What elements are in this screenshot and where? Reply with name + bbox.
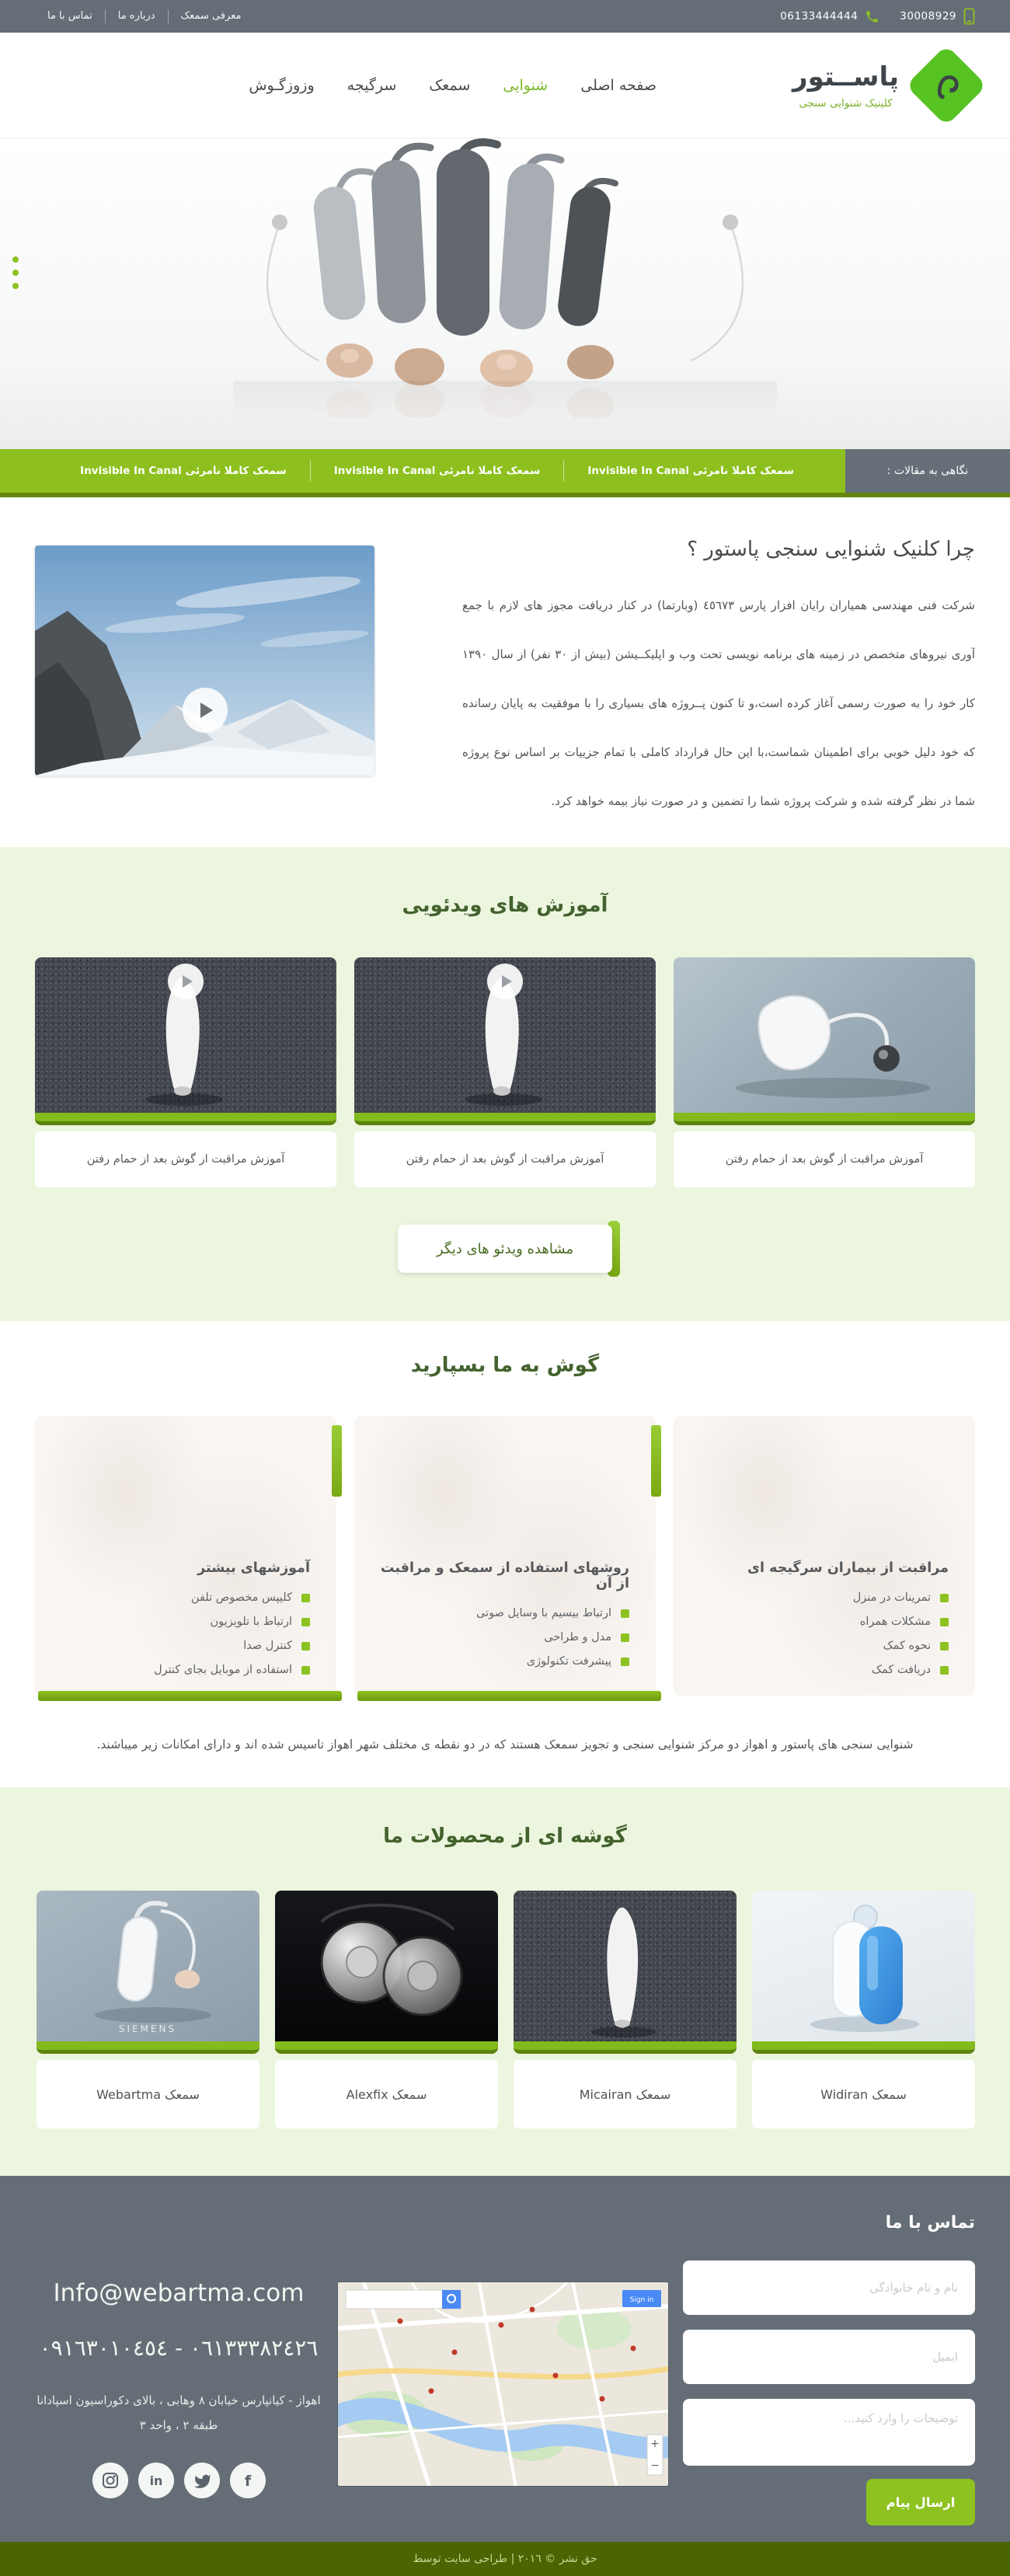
products-section: [0, 1787, 1010, 2176]
facebook-link[interactable]: [230, 2463, 266, 2498]
listen-section: [0, 1321, 1010, 1787]
sms-number-text: 30008929: [900, 10, 956, 23]
slider-dot-3[interactable]: [12, 283, 19, 289]
hearing-aids-photo: [186, 138, 824, 418]
list-item-label: پیشرفت تکنولوژی: [526, 1655, 611, 1668]
send-message-button[interactable]: ارسال پیام: [866, 2479, 975, 2525]
listen-cards: [35, 1416, 975, 1696]
product-name[interactable]: سمعک Widiran: [752, 2060, 975, 2128]
logo-subtitle: کلینیک شنوایی سنجی: [799, 97, 893, 110]
article-link-2[interactable]: سمعک کاملا نامرئی Invisible In Canal: [333, 465, 541, 477]
play-button[interactable]: [183, 688, 228, 733]
product-cards: [35, 1891, 975, 2128]
list-item-label: استفاده از موبایل بجای کنترل: [154, 1664, 292, 1676]
why-paragraph: شرکت فنی مهندسی همیاران رایان افزار پارس ٤٥٦٧٣ (وبارتما) در کنار دریافت مجوز های لازم با جمع آوری نیروهای متخصص در زمینه های برنامه نویسی تحت وب و اپلیکــیشن (بیش از ٣٠ نفر) از سال ١٣٩٠ کار خود را به صورت رسمی آغاز کرده است،و تا کنون پــروژه های بسیاری را با موفقیت به پایان رسانده که خود دلیل خوبی برای اطمینان شماست،با این حال قرارداد کاملی با تمام جزییات بر اساس نوع پروژه شما در نظر گرفته شده و شرکت پروژه شما را تضمین و در صورت نیاز بیمه خواهد کرد.: [462, 598, 975, 808]
products-title: گوشه ای از محصولات ما: [383, 1825, 627, 1848]
nav-home[interactable]: صفحه اصلی: [580, 77, 657, 94]
slider-dot-1[interactable]: [12, 256, 19, 263]
vertigo-care-card: [674, 1416, 975, 1696]
svg-text:f: f: [244, 2473, 251, 2490]
email-field[interactable]: [683, 2330, 975, 2384]
product-card-widiran[interactable]: [752, 1891, 975, 2128]
logo-diamond-icon: [906, 45, 987, 127]
top-bar: [0, 0, 1010, 33]
list-item: [55, 1664, 310, 1676]
footer-contact-info: [35, 2279, 322, 2525]
intro-video[interactable]: [35, 546, 374, 875]
product-name[interactable]: سمعک Webartma: [37, 2060, 259, 2128]
list-item-label: کلیپس مخصوص تلفن: [190, 1591, 292, 1604]
product-card-webartma[interactable]: [37, 1891, 259, 2128]
bullet-square-icon: [301, 1618, 310, 1626]
video-thumbnail: [354, 957, 656, 1125]
logo-title: پاســتور: [792, 61, 899, 92]
map-zoom-in-button[interactable]: +: [650, 2438, 660, 2450]
brand-text: SIEMENS: [118, 2024, 177, 2034]
map-zoom-out-button[interactable]: −: [650, 2459, 660, 2472]
nav-hearing[interactable]: شنوایی: [503, 77, 549, 94]
svg-text:in: in: [149, 2473, 162, 2488]
bullet-square-icon: [301, 1666, 310, 1675]
more-trainings-card: [35, 1416, 336, 1696]
linkedin-link[interactable]: [138, 2463, 174, 2498]
top-menu: [35, 0, 253, 33]
list-item-label: مشکلات همراه: [859, 1616, 931, 1628]
top-contact-numbers: [780, 8, 975, 25]
video-cards: [35, 957, 975, 1187]
contact-form: [683, 2261, 975, 2525]
product-card-micairan[interactable]: [514, 1891, 737, 2128]
slider-dot-2[interactable]: [12, 270, 19, 276]
list-item: [374, 1631, 629, 1644]
logo[interactable]: [792, 57, 975, 114]
play-button[interactable]: [487, 964, 523, 999]
list-item: [694, 1640, 949, 1652]
bullet-square-icon: [301, 1594, 310, 1602]
play-icon: [200, 702, 213, 718]
twitter-link[interactable]: [184, 2463, 220, 2498]
articles-bar: [0, 449, 1010, 497]
twitter-icon: [193, 2471, 211, 2490]
bullet-square-icon: [940, 1618, 949, 1626]
product-image: [37, 1891, 259, 2054]
play-button[interactable]: [168, 964, 204, 999]
green-band: [275, 2041, 498, 2050]
instagram-link[interactable]: [92, 2463, 128, 2498]
list-item: [374, 1607, 629, 1619]
site-header: [0, 33, 1010, 138]
list-item: [694, 1616, 949, 1628]
map-signin-button[interactable]: Sign in: [629, 2296, 653, 2304]
bullet-square-icon: [301, 1642, 310, 1651]
articles-bar-label: نگاهی به مقالات :: [845, 449, 1010, 493]
footer-title: تماس با ما: [885, 2213, 975, 2233]
why-text-block: [462, 497, 975, 875]
articles-links: [57, 449, 817, 493]
linkedin-icon: [146, 2470, 166, 2491]
social-links: [35, 2463, 322, 2498]
bullet-square-icon: [621, 1633, 629, 1642]
list-item-label: دریافت کمک: [872, 1664, 931, 1676]
copyright-text: حق نشر © ٢٠١٦ | طراحی سایت توسط: [413, 2553, 597, 2565]
footer: [0, 2176, 1010, 2542]
play-icon: [183, 975, 193, 988]
hearing-aid-usage-card: [354, 1416, 656, 1696]
list-item: [374, 1655, 629, 1668]
video-thumbnail: [674, 957, 975, 1125]
green-band: [752, 2041, 975, 2050]
divider: [563, 460, 564, 482]
product-image: [275, 1891, 498, 2054]
green-band: [35, 1113, 336, 1121]
nav-vertigo[interactable]: سرگیجه: [347, 77, 397, 94]
bullet-square-icon: [940, 1594, 949, 1602]
card-title: مراقبت از بیماران سرگیجه ای: [747, 1560, 949, 1576]
green-band: [514, 2041, 737, 2050]
video-card[interactable]: [674, 957, 975, 1187]
card-title: روشهای استفاده از سمعک و مراقبت از آن: [380, 1560, 629, 1591]
main-nav: [249, 77, 656, 94]
article-link-3[interactable]: سمعک کاملا نامرئی Invisible In Canal: [80, 465, 287, 477]
more-videos-wrap: [398, 1225, 612, 1273]
location-map[interactable]: [338, 2282, 668, 2486]
phone-icon: [865, 9, 879, 24]
why-title: چرا کلنیک شنوایی سنجی پاستور ؟: [687, 538, 975, 561]
video-card[interactable]: [354, 957, 656, 1187]
list-item: [694, 1591, 949, 1604]
divider: [310, 460, 311, 482]
video-caption[interactable]: آموزش مراقبت از گوش بعد از حمام رفتن: [354, 1131, 656, 1187]
list-item: [694, 1664, 949, 1676]
name-field[interactable]: [683, 2261, 975, 2315]
phone-number: [780, 9, 879, 24]
green-band: [354, 1113, 656, 1121]
product-name[interactable]: سمعک Micairan: [514, 2060, 737, 2128]
top-menu-intro-hearing-aid[interactable]: معرفی سمعک: [180, 10, 242, 22]
bullet-square-icon: [621, 1657, 629, 1666]
bullet-square-icon: [621, 1609, 629, 1618]
video-tutorials-section: [0, 847, 1010, 1321]
message-field[interactable]: [683, 2399, 975, 2466]
copyright-bar: [0, 2542, 1010, 2576]
product-name[interactable]: سمعک Alexfix: [275, 2060, 498, 2128]
address-line-1: اهواز - کیانپارس خیابان ٨ وهابی ، بالای دکوراسیون اسپادانا: [37, 2393, 321, 2407]
mobile-icon: [963, 8, 975, 25]
phone-number-text: 06133444444: [780, 10, 858, 23]
video-caption[interactable]: آموزش مراقبت از گوش بعد از حمام رفتن: [674, 1131, 975, 1187]
product-image: [752, 1891, 975, 2054]
footer-phones: ٠٦١٣٣٣٨٢٤٢٦ - ٠٩١٦٣٠١٠٤٥٤: [39, 2335, 319, 2361]
address-line-2: طبقه ٢ ، واحد ٣: [139, 2417, 218, 2432]
bullet-square-icon: [940, 1666, 949, 1675]
hero-slider: [0, 138, 1010, 449]
green-band: [37, 2041, 259, 2050]
listen-title: گوش به ما بسپارید: [410, 1354, 600, 1377]
product-image: [514, 1891, 737, 2054]
product-card-alexfix[interactable]: [275, 1891, 498, 2128]
nav-tinnitus[interactable]: وزوزگـوش: [249, 77, 315, 94]
list-item: [55, 1591, 310, 1604]
card-title: آموزشهای بیشتر: [197, 1560, 310, 1576]
list-item-label: کنترل صدا: [243, 1640, 292, 1652]
slider-dots: [12, 256, 19, 289]
play-icon: [502, 975, 512, 988]
list-item-label: نحوه کمک: [883, 1640, 931, 1652]
nav-hearing-aid[interactable]: سمعک: [429, 77, 471, 94]
instagram-icon: [101, 2471, 120, 2490]
logo-text: [792, 61, 899, 110]
top-menu-about-us[interactable]: درباره ما: [117, 10, 155, 22]
video-caption[interactable]: آموزش مراقبت از گوش بعد از حمام رفتن: [35, 1131, 336, 1187]
list-item: [55, 1616, 310, 1628]
sms-number: [900, 8, 975, 25]
bullet-square-icon: [940, 1642, 949, 1651]
footer-email: Info@webartma.com: [53, 2279, 305, 2307]
why-section: [0, 497, 1010, 847]
more-videos-button[interactable]: مشاهده ویدئو های دیگر: [398, 1225, 612, 1273]
list-item-label: ارتباط با تلویزیون: [210, 1616, 292, 1628]
centers-paragraph: شنوایی سنجی های پاستور و اهواز دو مرکز شنوایی سنجی و تجویز سمعک هستند که در دو نقطه ی مختلف شهر اهواز تاسیس شده اند و دارای امکانات زیر میباشند.: [96, 1738, 914, 1752]
list-item-label: مدل و طراحی: [544, 1631, 611, 1644]
list-item-label: ارتباط بیسیم با وسایل صوتی: [475, 1607, 611, 1619]
video-card[interactable]: [35, 957, 336, 1187]
top-menu-contact-us[interactable]: تماس با ما: [47, 10, 92, 22]
green-band: [674, 1113, 975, 1121]
list-item: [55, 1640, 310, 1652]
list-item-label: تمرینات در منزل: [852, 1591, 931, 1604]
facebook-icon: [238, 2470, 258, 2491]
article-link-1[interactable]: سمعک کاملا نامرئی Invisible In Canal: [587, 465, 794, 477]
footer-address: [35, 2389, 322, 2438]
divider: [168, 9, 169, 23]
videos-title: آموزش های ویدئویی: [402, 894, 608, 917]
video-thumbnail: [35, 546, 374, 776]
divider: [105, 9, 106, 23]
ear-icon: [928, 68, 964, 103]
video-thumbnail: [35, 957, 336, 1125]
